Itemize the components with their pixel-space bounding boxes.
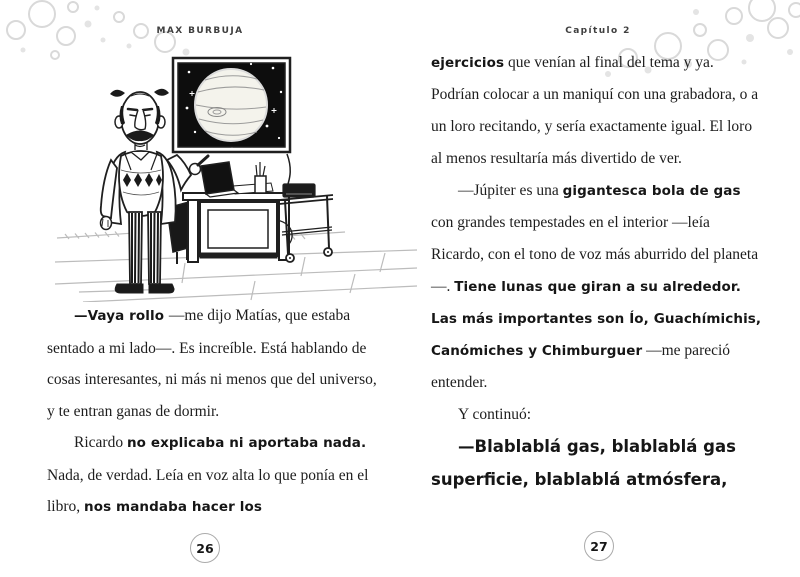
bold-hand-text: —Blablablá gas, blablablá gas superficie, blablablá atmósfera, bbox=[431, 437, 736, 489]
jupiter-planet bbox=[195, 69, 267, 141]
laptop-icon bbox=[201, 162, 234, 194]
body-text: con grandes tempestades en el interior —leía Ricardo, con el tono de voz más aburrido del planeta—. bbox=[431, 214, 759, 295]
body-text: —me dijo Matías, que estaba sentado a mi lado—. Es increíble. Está hablando de cosas interesantes, ni más ni menos que del universo, y te entran ganas de dormir. bbox=[47, 307, 377, 420]
page-number-left bbox=[190, 533, 220, 563]
paragraph bbox=[47, 300, 383, 427]
body-text: Y continuó: bbox=[458, 406, 532, 423]
running-title-left: MAX BURBUJA bbox=[156, 26, 244, 36]
bold-hand-text: —Vaya rollo bbox=[74, 308, 169, 324]
body-text: —me pareció entender. bbox=[431, 342, 731, 391]
paragraph bbox=[431, 431, 763, 497]
body-text: Ricardo bbox=[74, 434, 127, 451]
body-text: Nada, de verdad. Leía en voz alta lo que ponía en el libro, bbox=[47, 466, 369, 515]
bold-hand-text: nos mandaba hacer los bbox=[84, 499, 262, 515]
left-page-text bbox=[47, 300, 383, 524]
page-number-right bbox=[584, 531, 614, 561]
page-number-label: 27 bbox=[590, 538, 608, 554]
paragraph bbox=[431, 175, 763, 399]
paragraph bbox=[431, 47, 763, 175]
pointing-finger bbox=[198, 156, 208, 165]
paragraph bbox=[47, 427, 383, 524]
classroom-illustration bbox=[55, 48, 417, 302]
right-page-text bbox=[431, 47, 763, 497]
running-title-right: Capítulo 2 bbox=[565, 26, 631, 36]
body-text: —Júpiter es una bbox=[458, 182, 563, 199]
bold-hand-text: no explicaba ni aportaba nada. bbox=[126, 435, 367, 451]
bold-hand-text: ejercicios bbox=[431, 55, 505, 71]
page-number-label: 26 bbox=[196, 540, 214, 556]
teacher-desk bbox=[183, 162, 289, 262]
bold-hand-text: gigantesca bola de gas bbox=[562, 183, 741, 199]
body-text: que venían al final del tema y ya. Podrían colocar a un maniquí con una grabadora, o a un loro recitando, y sería exactamente igual. El loro al menos resultaría más divertido de ver. bbox=[431, 54, 759, 167]
pencil-cup bbox=[255, 162, 266, 193]
bold-hand-text: Tiene lunas que giran a su alrededor. Las más importantes son Ío, Guachímichis, Canómiches y Chimburguer bbox=[431, 279, 762, 359]
jupiter-screen bbox=[173, 58, 290, 152]
paragraph bbox=[431, 399, 763, 431]
